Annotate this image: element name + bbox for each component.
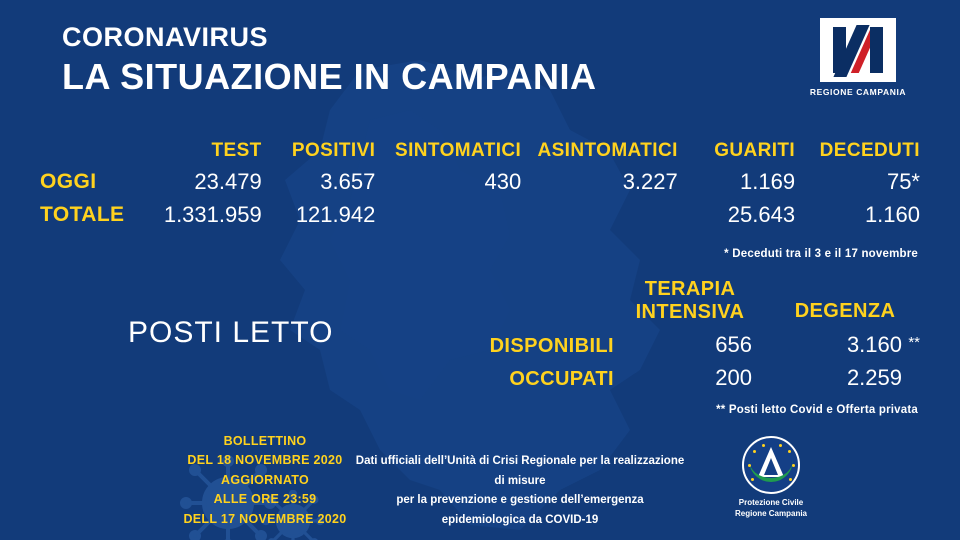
header-intensiva: INTENSIVA [635,301,745,323]
column-header-guariti: GUARITI [714,140,796,161]
cell-disponibili-degenza-mark: ** [908,334,920,351]
cell-totale-asintomatici [521,199,678,232]
protezione-civile-line-1: Protezione Civile [738,498,804,507]
header-degenza: DEGENZA [794,300,896,322]
column-header-sintomatici: SINTOMATICI [395,140,522,161]
cell-occupati-degenza [752,365,920,391]
title-coronavirus: CORONAVIRUS [62,22,269,52]
table-header-row [40,140,920,166]
page-title [62,22,596,98]
bulletin-line-2: DEL 18 NOVEMBRE 2020 [187,453,343,468]
cell-disponibili-terapia-intensiva: 656 [715,332,752,357]
protezione-civile-icon [742,436,800,494]
cell-totale-sintomatici [375,199,521,232]
header-spacer [40,140,154,166]
regione-campania-caption: REGIONE CAMPANIA [809,87,907,97]
row-label-oggi: OGGI [40,170,97,193]
cell-disponibili-degenza [752,332,920,358]
column-header-positivi: POSITIVI [291,140,376,161]
table-row-totale [40,199,920,232]
header-terapia: TERAPIA [644,278,736,300]
cell-oggi-test: 23.479 [194,169,262,194]
title-situazione-campania: LA SITUAZIONE IN CAMPANIA [62,56,597,98]
column-header-asintomatici: ASINTOMATICI [537,140,678,161]
official-line-2: per la prevenzione e gestione dell’emergenza epidemiologica da COVID-19 [396,494,644,526]
header-terapia-intensiva [610,278,770,324]
bulletin-line-5: DELL 17 NOVEMBRE 2020 [183,511,347,526]
cell-disponibili-degenza-value: 3.160 [846,332,902,357]
cell-occupati-degenza-value: 2.259 [846,365,902,390]
footnote-deceduti: * Deceduti tra il 3 e il 17 novembre [724,248,918,260]
official-disclaimer [355,452,685,530]
posti-letto-row-occupati [120,365,920,391]
cell-totale-guariti: 25.643 [727,202,796,227]
protezione-civile-logo [716,436,826,520]
official-line-1: Dati ufficiali dell’Unità di Crisi Regionale per la realizzazione di misure [355,455,685,487]
row-label-disponibili: DISPONIBILI [489,335,614,357]
row-label-totale: TOTALE [40,203,125,226]
column-header-test: TEST [211,140,262,161]
row-label-occupati: OCCUPATI [509,368,614,390]
cell-oggi-positivi: 3.657 [320,169,376,194]
footnote-posti-letto: ** Posti letto Covid e Offerta privata [716,404,918,416]
cell-totale-deceduti: 1.160 [864,202,920,227]
bulletin-info [150,432,380,529]
bulletin-line-3: AGGIORNATO [221,472,309,487]
column-header-deceduti: DECEDUTI [819,140,920,161]
cell-totale-test: 1.331.959 [163,202,262,227]
cell-totale-positivi: 121.942 [295,202,376,227]
cell-oggi-asintomatici: 3.227 [622,169,678,194]
cell-occupati-terapia-intensiva: 200 [715,365,752,390]
cell-oggi-guariti: 1.169 [740,169,796,194]
posti-letto-section [120,278,920,398]
bulletin-line-1: BOLLETTINO [223,434,307,448]
posti-letto-title: POSTI LETTO [128,316,334,349]
table-row-oggi [40,166,920,199]
bulletin-line-4: ALLE ORE 23:59 [213,492,317,507]
protezione-civile-line-2: Regione Campania [734,508,807,518]
statistics-table [40,140,920,232]
regione-campania-logo [804,18,912,97]
protezione-civile-caption [716,498,826,520]
cell-oggi-deceduti: 75* [886,169,920,194]
cell-oggi-sintomatici: 430 [484,169,522,194]
regione-campania-mark-icon [820,18,896,82]
